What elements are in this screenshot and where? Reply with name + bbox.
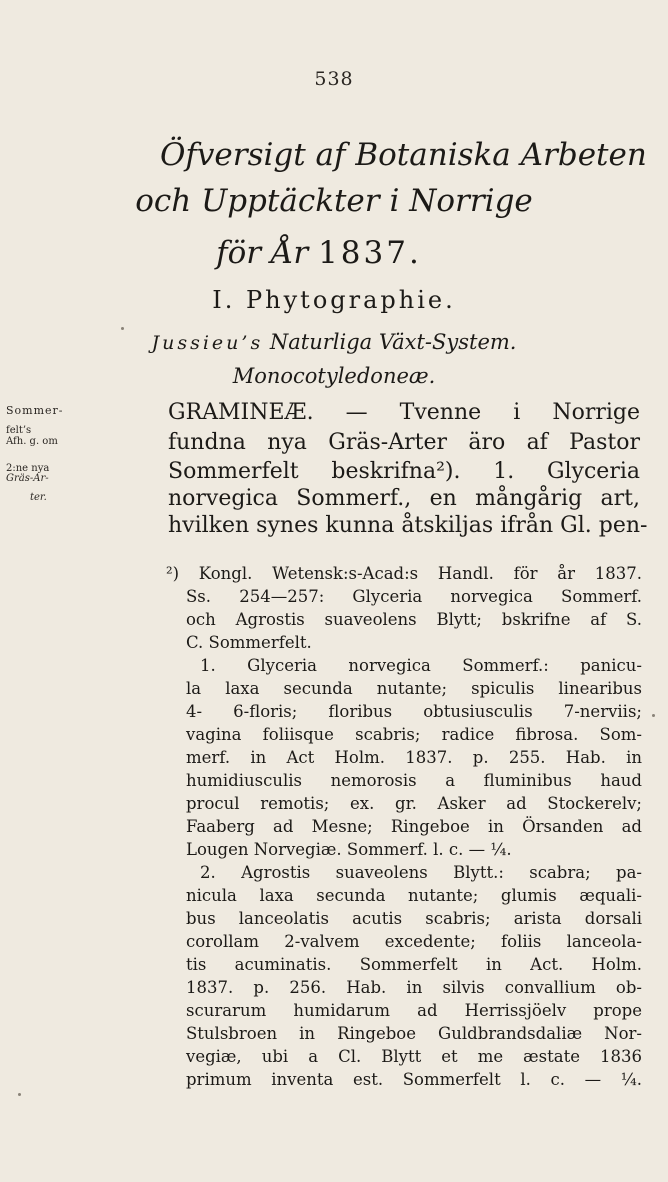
footnote-line: humidiusculis nemorosis a fluminibus haud: [186, 771, 642, 790]
footnote-line: merf. in Act Holm. 1837. p. 255. Hab. in: [186, 748, 642, 767]
footnote-line: bus lanceolatis acutis scabris; arista dorsali: [186, 909, 642, 928]
body-line: GRAMINEÆ. — Tvenne i Norrige: [168, 400, 640, 425]
footnote-line: 4- 6-floris; floribus obtusiusculis 7-nerviis;: [186, 702, 642, 721]
footnote-line: scurarum humidarum ad Herrissjöelv prope: [186, 1001, 642, 1020]
footnote: [166, 562, 642, 1091]
body-line: hvilken synes kunna åtskiljas ifrån Gl. pen-: [168, 513, 648, 538]
paper-speck: [18, 1093, 21, 1096]
margin-note-line: Afh. g. om: [6, 436, 58, 447]
footnote-line: Lougen Norvegiæ. Sommerf. l. c. — ¼.: [186, 840, 512, 859]
margin-note-line: ter.: [30, 492, 47, 503]
footnote-line: Faaberg ad Mesne; Ringeboe in Örsanden ad: [186, 817, 642, 836]
paper-speck: [652, 714, 655, 717]
margin-note-line: felt’s: [6, 425, 32, 436]
footnote-line: la laxa secunda nutante; spiculis linearibus: [186, 679, 642, 698]
margin-note-line: 2:ne nya: [6, 463, 50, 474]
footnote-line: vegiæ, ubi a Cl. Blytt et me æstate 1836: [186, 1047, 642, 1066]
footnote-line: Stulsbroen in Ringeboe Guldbrandsdaliæ Nor-: [186, 1024, 642, 1043]
footnote-line: och Agrostis suaveolens Blytt; bskrifne af S.: [186, 610, 642, 629]
subheading-author: Jussieu’s: [151, 332, 264, 354]
title-line-3-prefix: för År: [216, 235, 309, 271]
subsubheading: Monocotyledoneæ.: [232, 364, 436, 388]
footnote-line: procul remotis; ex. gr. Asker ad Stockerelv;: [186, 794, 642, 813]
footnote-line: vagina foliisque scabris; radice fibrosa. Som-: [186, 725, 642, 744]
footnote-line: 1. Glyceria norvegica Sommerf.: panicu-: [200, 656, 642, 675]
footnote-line: 1837. p. 256. Hab. in silvis convallium ob-: [186, 978, 642, 997]
title-line-1: Öfversigt af Botaniska Arbeten: [160, 137, 647, 173]
body-line: fundna nya Gräs-Arter äro af Pastor: [168, 430, 640, 455]
footnote-line: ²) Kongl. Wetensk:s-Acad:s Handl. för år 1837.: [166, 564, 642, 583]
title-line-2: och Upptäckter i Norrige: [135, 183, 533, 219]
footnote-line: primum inventa est. Sommerfelt l. c. — ¼.: [186, 1070, 642, 1089]
margin-note-line: Sommer-: [6, 404, 64, 417]
subheading: [0, 330, 668, 354]
footnote-line: C. Sommerfelt.: [186, 633, 312, 652]
footnote-line: corollam 2-valvem excedente; foliis lanceola-: [186, 932, 642, 951]
subheading-rest: Naturliga Växt-System.: [269, 330, 517, 354]
page-number: 538: [314, 68, 354, 90]
margin-note-line: Gräs-Ar-: [6, 473, 49, 484]
footnote-line: tis acuminatis. Sommerfelt in Act. Holm.: [186, 955, 642, 974]
paper-speck: [121, 327, 124, 330]
footnote-line: nicula laxa secunda nutante; glumis æquali-: [186, 886, 642, 905]
footnote-line: Ss. 254—257: Glyceria norvegica Sommerf.: [186, 587, 642, 606]
title-line-3: [0, 232, 638, 274]
title-year: 1837.: [318, 235, 422, 271]
section-heading: I. Phytographie.: [212, 286, 456, 314]
footnote-line: 2. Agrostis suaveolens Blytt.: scabra; pa-: [200, 863, 642, 882]
body-line: norvegica Sommerf., en mångårig art,: [168, 486, 640, 511]
body-line: Sommerfelt beskrifna²). 1. Glyceria: [168, 459, 640, 484]
